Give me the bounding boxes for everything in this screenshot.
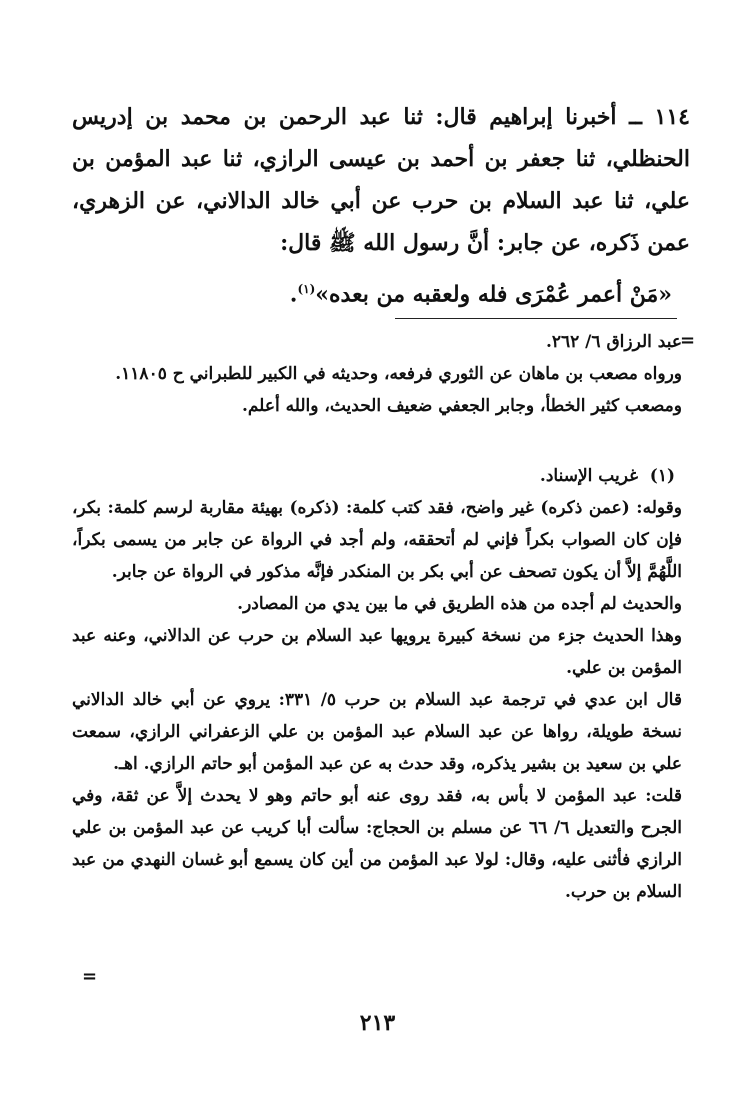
footnote-paragraph: وهذا الحديث جزء من نسخة كبيرة يرويها عبد السلام بن حرب عن الدالاني، وعنه عبد المؤمن بن علي. [72,626,682,678]
hadith-matn: «مَنْ أعمر عُمْرَى فله ولعقبه من بعده»$^{(١)}$. [289,281,672,308]
continuation-marker-top: = [680,330,696,351]
main-text [72,96,690,315]
continued-note-line: ومصعب كثير الخطأ، وجابر الجعفي ضعيف الحديث، والله أعلم. [241,396,682,416]
continued-note-line: عبد الرزاق ٦/ ٢٦٢. [545,332,682,352]
continued-note-line: ورواه مصعب بن ماهان عن الثوري فرفعه، وحديثه في الكبير للطبراني ح ١١٨٠٥. [115,364,682,384]
footnote-1 [72,460,682,908]
continued-footnote [72,326,682,422]
footnote-paragraph: وقوله: (عمن ذكره) غير واضح، فقد كتب كلمة: (ذكره) بهيئة مقاربة لرسم كلمة: بكر، فإن كان الصواب بكراً فإني لم أتحققه، ولم أجد في الرواة عن جابر من يسمى بكراً، اللَّهُمَّ إلاَّ أن يكون تصحف عن أبي بكر بن المنكدر فإنَّه مذكور في الرواة عن جابر. [72,498,682,582]
hadith-text: «مَنْ أعمر عُمْرَى فله ولعقبه من بعده» [315,281,672,308]
footnote-paragraph: قلت: عبد المؤمن لا بأس به، فقد روى عنه أبو حاتم وهو لا يحدث إلاَّ عن ثقة، وفي الجرح والتعديل ٦/ ٦٦ عن مسلم بن الحجاج: سألت أبا كريب عن عبد المؤمن بن علي الرازي فأثنى عليه، وقال: لولا عبد المؤمن من أين كان يسمع أبو غسان النهدي من عبد السلام بن حرب. [72,786,682,902]
footnote-number: (١) [649,466,675,486]
footnote-paragraph: قال ابن عدي في ترجمة عبد السلام بن حرب ٥/ ٣٣١: يروي عن أبي خالد الدالاني نسخة طويلة، رواها عن عبد السلام عبد المؤمن بن علي الزعفراني الرازي، سمعت علي بن سعيد بن بشير يذكره، وقد حدث به عن عبد المؤمن أبو حاتم الرازي. اهـ. [72,690,682,774]
footnote-reference: (١) [297,282,316,296]
page-number: ٢١٣ [359,1010,396,1036]
continuation-marker-bottom: = [82,966,98,987]
hadith-isnad-paragraph: ١١٤ ــ أخبرنا إبراهيم قال: ثنا عبد الرحمن بن محمد بن إدريس الحنظلي، ثنا جعفر بن أحمد بن عيسى الرازي، ثنا عبد المؤمن بن علي، ثنا عبد السلام بن حرب عن أبي خالد الدالاني، عن الزهري، عمن ذَكره، عن جابر: أنَّ رسول الله ﷺ قال: [72,104,691,256]
footnote-paragraph: والحديث لم أجده من هذه الطريق في ما بين يدي من المصادر. [237,594,682,614]
footnote-title: غريب الإسناد. [539,466,638,486]
footnote-separator [395,318,677,319]
